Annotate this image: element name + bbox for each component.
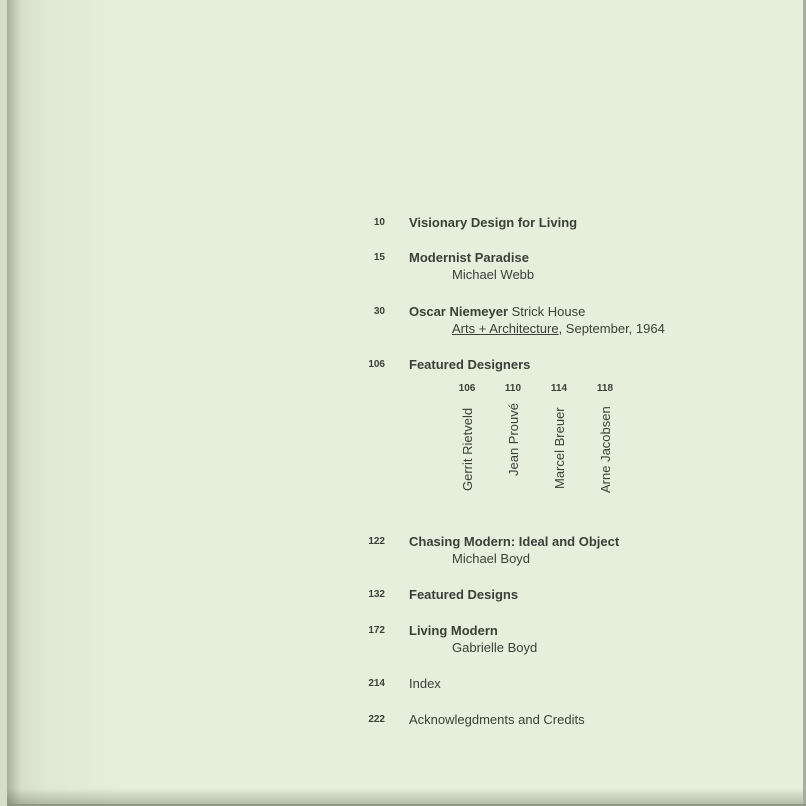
toc-title-bold: Featured Designers (409, 357, 531, 372)
toc-source-date: , September, 1964 (558, 321, 665, 336)
toc-page-number: 106 (368, 359, 385, 370)
designer-name: Jean Prouvé (506, 403, 521, 476)
designer-page-number: 118 (596, 383, 614, 394)
designer-name: Gerrit Rietveld (460, 407, 475, 491)
toc-title-bold: Modernist Paradise (409, 250, 529, 265)
designer-item (447, 383, 487, 493)
toc-title-bold: Living Modern (409, 623, 498, 638)
toc-page-number: 214 (368, 678, 385, 689)
toc-source-publication: Arts + Architecture (452, 321, 559, 336)
toc-page-number: 132 (368, 589, 385, 600)
toc-author: Gabrielle Boyd (452, 640, 538, 655)
table-of-contents (7, 0, 806, 806)
toc-title (409, 534, 619, 550)
designer-page-number: 106 (458, 383, 476, 394)
book-page (7, 0, 806, 806)
toc-page-number: 222 (368, 714, 385, 725)
toc-title (409, 250, 529, 266)
toc-title-bold: Chasing Modern: Ideal and Object (409, 534, 620, 549)
toc-title: Acknowlegdments and Credits (409, 712, 585, 727)
toc-title (409, 623, 498, 639)
toc-title: Index (409, 676, 441, 691)
designer-item (493, 383, 533, 493)
toc-title (409, 587, 518, 603)
toc-title-rest: Strick House (508, 304, 586, 319)
designer-page-number: 114 (550, 383, 568, 394)
toc-source (452, 321, 665, 337)
designer-item (585, 383, 625, 493)
toc-page-number: 30 (373, 306, 385, 317)
designer-page-number: 110 (504, 383, 522, 394)
toc-page-number: 122 (368, 536, 385, 547)
toc-page-number: 172 (368, 625, 385, 636)
designer-name: Marcel Breuer (552, 407, 567, 489)
toc-title (409, 357, 530, 373)
toc-title-bold: Oscar Niemeyer (409, 304, 509, 319)
toc-page-number: 15 (373, 252, 385, 263)
designer-item (539, 383, 579, 493)
toc-title (409, 304, 585, 320)
toc-title-bold: Featured Designs (409, 587, 519, 602)
toc-title (409, 215, 577, 231)
toc-page-number: 10 (373, 217, 385, 228)
toc-title-bold: Visionary Design for Living (409, 215, 578, 230)
toc-author: Michael Webb (452, 267, 535, 282)
designer-name: Arne Jacobsen (598, 406, 613, 493)
toc-author: Michael Boyd (452, 551, 531, 566)
